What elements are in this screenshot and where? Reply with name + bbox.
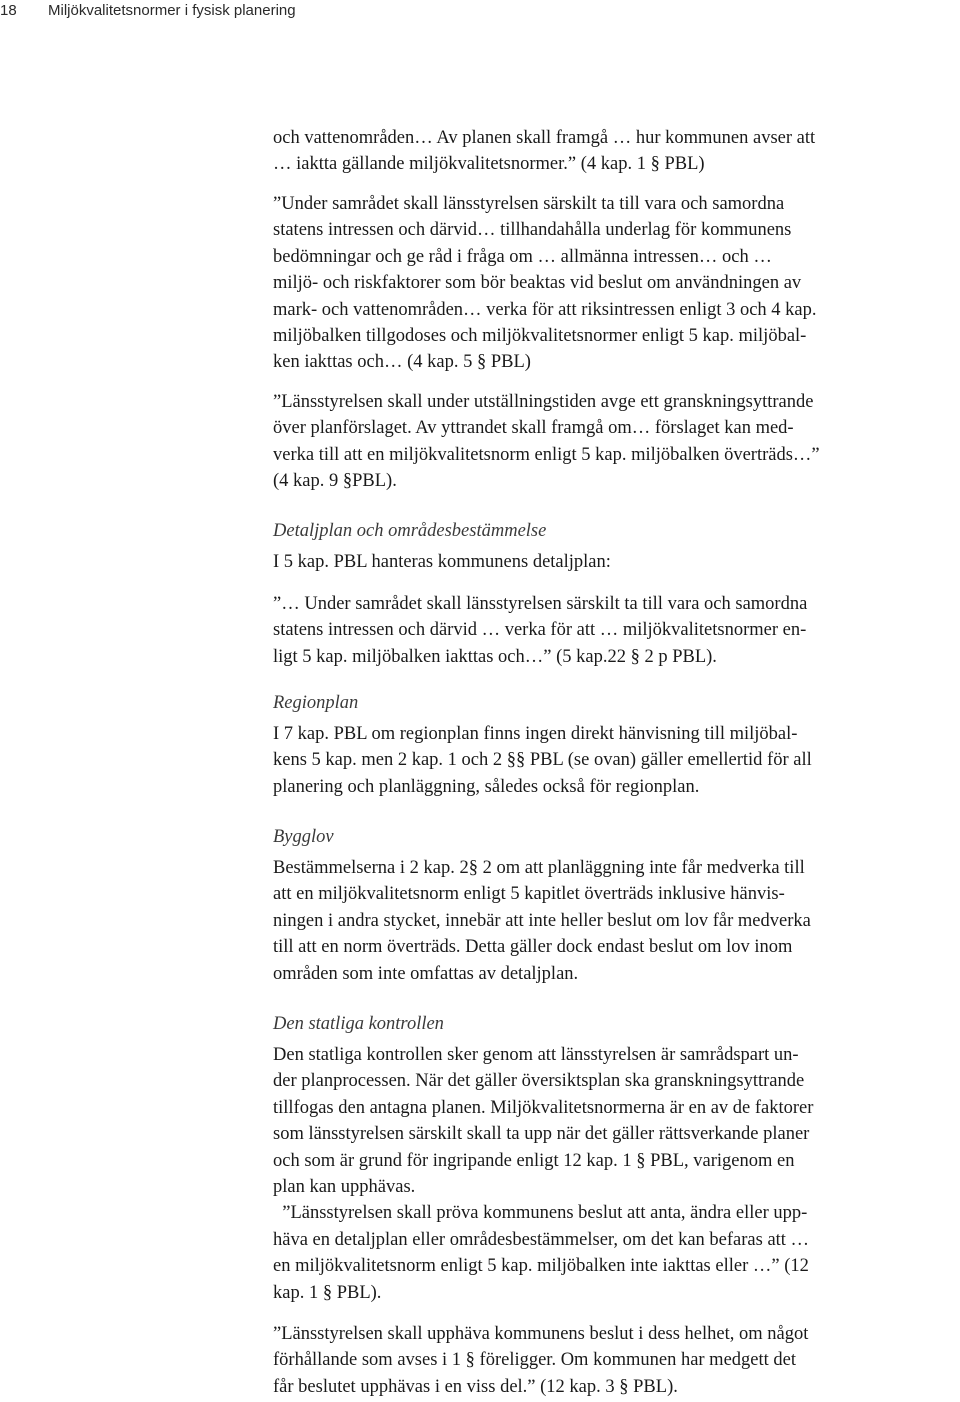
- intro-quote-paragraph: [273, 125, 953, 178]
- text-line: ningen i andra stycket, innebär att inte heller beslut om lov får medverka: [273, 910, 811, 931]
- text-line: och vattenområden… Av planen skall framgå … hur kommunen avser att: [273, 128, 816, 148]
- text-line: ”… Under samrådet skall länsstyrelsen särskilt ta till vara och samordna: [273, 594, 808, 614]
- text-line: till att en norm överträds. Detta gäller dock endast beslut om lov inom: [273, 937, 793, 958]
- page-header: [0, 0, 960, 22]
- text-line: över planförslaget. Av yttrandet skall framgå om… förslaget kan med-: [273, 418, 794, 439]
- text-line: och som är grund för ingripande enligt 12 kap. 1 § PBL, varigenom en: [273, 1150, 795, 1171]
- text-line: ”Länsstyrelsen skall under utställningstiden avge ett granskningsyttrande: [273, 392, 814, 412]
- section-heading-regionplan: Regionplan: [273, 693, 359, 713]
- samrad-quote-paragraph: [273, 191, 953, 376]
- text-line: planering och planläggning, således också för regionplan.: [273, 776, 700, 797]
- text-line: der planprocessen. När det gäller översiktsplan ska granskningsyttrande: [273, 1071, 805, 1092]
- text-line: får beslutet upphävas i en viss del.” (12 kap. 3 § PBL).: [273, 1376, 678, 1397]
- utstallning-quote-paragraph: [273, 389, 953, 495]
- detaljplan-intro-paragraph: [273, 549, 953, 575]
- text-line: plan kan upphävas.: [273, 1177, 416, 1198]
- text-line: miljöbalken tillgodoses och miljökvalitetsnormer enligt 5 kap. miljöbal-: [273, 326, 807, 347]
- text-line: I 7 kap. PBL om regionplan finns ingen direkt hänvisning till miljöbal-: [273, 724, 798, 744]
- text-line: ”Länsstyrelsen skall upphäva kommunens beslut i dess helhet, om något: [273, 1324, 809, 1344]
- regionplan-paragraph: [273, 721, 953, 800]
- text-line: verka till att en miljökvalitetsnorm enligt 5 kap. miljöbalken överträds…”: [273, 444, 820, 465]
- text-line: som länsstyrelsen särskilt skall ta upp när det gäller rättsverkande planer: [273, 1124, 810, 1145]
- text-line: … iaktta gällande miljökvalitetsnormer.” (4 kap. 1 § PBL): [273, 154, 705, 175]
- text-line: Bestämmelserna i 2 kap. 2§ 2 om att planläggning inte får medverka till: [273, 858, 805, 878]
- detaljplan-quote-paragraph: [273, 591, 953, 670]
- text-line: förhållande som avses i 1 § föreligger. Om kommunen har medgett det: [273, 1350, 797, 1371]
- text-line: områden som inte omfattas av detaljplan.: [273, 963, 579, 984]
- text-line: Den statliga kontrollen sker genom att länsstyrelsen är samrådspart un-: [273, 1045, 799, 1065]
- upphava-quote-paragraph: [273, 1321, 953, 1400]
- running-title: Miljökvalitetsnormer i fysisk planering: [48, 2, 296, 19]
- text-line: en miljökvalitetsnorm enligt 5 kap. miljöbalken inte iakttas eller …” (12: [273, 1256, 809, 1277]
- text-line: kens 5 kap. men 2 kap. 1 och 2 §§ PBL (se ovan) gäller emellertid för all: [273, 750, 812, 771]
- text-line: statens intressen och därvid … verka för att … miljökvalitetsnormer en-: [273, 620, 807, 641]
- text-line: ”Länsstyrelsen skall pröva kommunens beslut att anta, ändra eller upp-: [273, 1203, 808, 1224]
- text-line: ”Under samrådet skall länsstyrelsen särskilt ta till vara och samordna: [273, 194, 785, 214]
- section-heading-bygglov: Bygglov: [273, 827, 334, 847]
- text-line: ken iakttas och… (4 kap. 5 § PBL): [273, 352, 531, 373]
- text-line: statens intressen och därvid… tillhandahålla underlag för kommunens: [273, 220, 792, 241]
- section-heading-statliga-kontrollen: Den statliga kontrollen: [273, 1014, 444, 1034]
- text-line: ligt 5 kap. miljöbalken iakttas och…” (5 kap.22 § 2 p PBL).: [273, 646, 717, 667]
- text-line: I 5 kap. PBL hanteras kommunens detaljplan:: [273, 552, 611, 572]
- text-line: bedömningar och ge råd i fråga om … allmänna intressen… och …: [273, 246, 772, 267]
- page-number: 18: [0, 2, 17, 19]
- text-line: miljö- och riskfaktorer som bör beaktas vid beslut om användningen av: [273, 273, 802, 294]
- text-line: (4 kap. 9 §PBL).: [273, 471, 397, 492]
- statliga-kontrollen-paragraph: [273, 1042, 953, 1306]
- text-line: mark- och vattenområden… verka för att riksintressen enligt 3 och 4 kap.: [273, 299, 817, 320]
- text-line: tillfogas den antagna planen. Miljökvalitetsnormerna är en av de faktorer: [273, 1097, 814, 1118]
- text-line: kap. 1 § PBL).: [273, 1282, 382, 1303]
- section-heading-detaljplan: Detaljplan och områdesbestämmelse: [273, 521, 547, 541]
- text-line: att en miljökvalitetsnorm enligt 5 kapitlet överträds inklusive hänvis-: [273, 884, 785, 905]
- bygglov-paragraph: [273, 855, 953, 987]
- text-line: häva en detaljplan eller områdesbestämmelser, om det kan befaras att …: [273, 1229, 810, 1250]
